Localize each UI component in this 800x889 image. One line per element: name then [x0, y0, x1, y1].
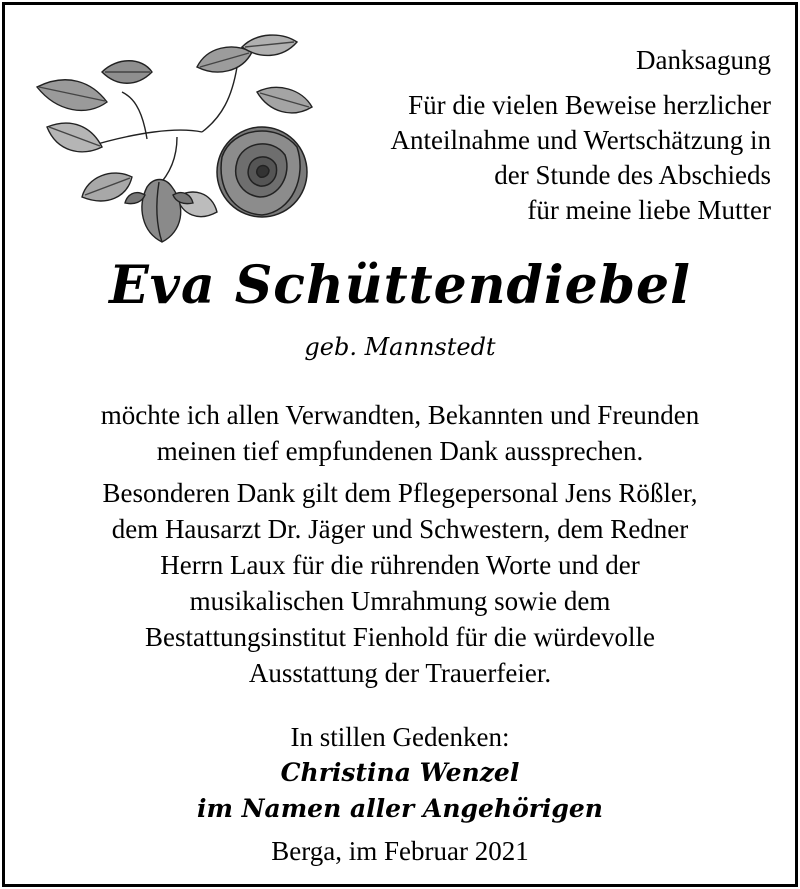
closing-block — [5, 719, 795, 869]
header-line: Für die vielen Beweise herzlicher — [408, 90, 771, 120]
header-line: der Stunde des Abschieds — [494, 160, 771, 190]
body-line: möchte ich allen Verwandten, Bekannten und Freunden — [100, 400, 700, 430]
body-line: Ausstattung der Trauerfeier. — [248, 658, 552, 688]
header-line: Anteilnahme und Wertschätzung in — [390, 125, 771, 155]
maiden-name: geb. Mannstedt — [304, 333, 496, 361]
body-line: Bestattungsinstitut Fienhold für die würdevolle — [145, 622, 655, 652]
notice-body — [5, 397, 795, 869]
obituary-notice — [2, 2, 798, 887]
body-line: Besonderen Dank gilt dem Pflegepersonal Jens Rößler, — [102, 478, 698, 508]
body-line: Herrn Laux für die rührenden Worte und der — [160, 550, 640, 580]
rose-illustration-icon — [27, 27, 327, 257]
deceased-name: Eva Schüttendiebel — [109, 255, 691, 316]
closing-intro: In stillen Gedenken: — [290, 722, 510, 752]
header-text — [391, 43, 771, 228]
notice-title: Danksagung — [636, 45, 771, 75]
body-line: dem Hausarzt Dr. Jäger und Schwestern, dem Redner — [111, 514, 689, 544]
signer-name: Christina Wenzel — [280, 758, 520, 787]
paragraph-thanks — [5, 397, 795, 469]
place-date: Berga, im Februar 2021 — [271, 836, 529, 866]
header-line: für meine liebe Mutter — [527, 195, 771, 225]
signer-note: im Namen aller Angehörigen — [197, 794, 603, 823]
body-line: musikalischen Umrahmung sowie dem — [189, 586, 611, 616]
body-line: meinen tief empfundenen Dank aussprechen. — [156, 436, 644, 466]
paragraph-special-thanks — [5, 475, 795, 691]
